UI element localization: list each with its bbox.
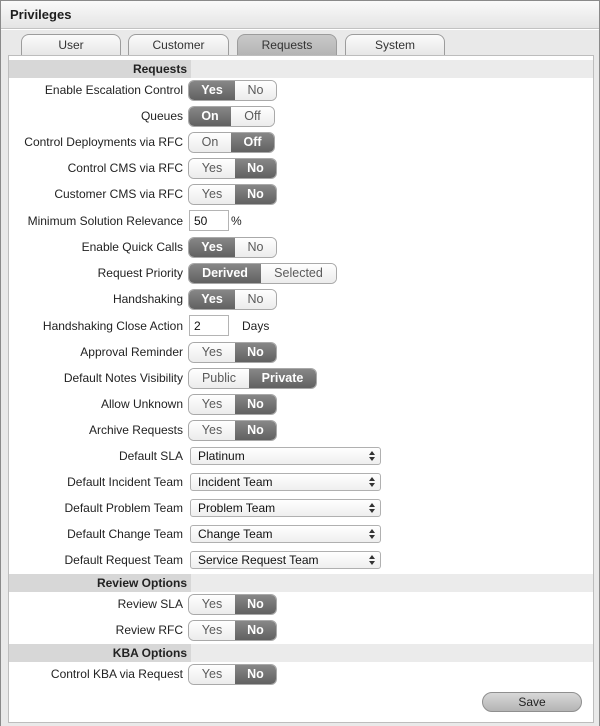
enable-escalation-control-no[interactable]: No: [235, 81, 276, 100]
control-deployments-toggle: [188, 132, 275, 153]
default-request-team-select[interactable]: [190, 551, 381, 569]
handshaking-toggle: [188, 289, 277, 310]
handshaking-close-action-input[interactable]: [189, 315, 229, 336]
control-kba-no[interactable]: No: [235, 665, 276, 684]
default-change-team-select[interactable]: [190, 525, 381, 543]
section-requests-title: Requests: [9, 60, 191, 78]
control-kba-toggle: [188, 664, 277, 685]
enable-escalation-control-label: Enable Escalation Control: [44, 83, 183, 97]
default-sla-value: Platinum: [198, 449, 245, 463]
section-kba-options: [9, 644, 593, 662]
allow-unknown-label: Allow Unknown: [100, 397, 183, 411]
handshaking-close-action-label: Handshaking Close Action: [42, 319, 183, 333]
default-notes-visibility-toggle: [188, 368, 317, 389]
default-change-team-label: Default Change Team: [67, 527, 183, 541]
control-cms-yes[interactable]: Yes: [189, 159, 235, 178]
allow-unknown-yes[interactable]: Yes: [189, 395, 235, 414]
enable-escalation-control-yes[interactable]: Yes: [189, 81, 235, 100]
requests-panel: [8, 55, 594, 723]
default-change-team-value: Change Team: [198, 527, 273, 541]
default-problem-team-select[interactable]: [190, 499, 381, 517]
allow-unknown-toggle: [188, 394, 277, 415]
enable-quick-calls-no[interactable]: No: [235, 238, 276, 257]
request-priority-selected[interactable]: Selected: [261, 264, 336, 283]
customer-cms-label: Customer CMS via RFC: [54, 187, 183, 201]
default-request-team-value: Service Request Team: [198, 553, 319, 567]
handshaking-yes[interactable]: Yes: [189, 290, 235, 309]
notes-visibility-private[interactable]: Private: [249, 369, 316, 388]
default-problem-team-value: Problem Team: [198, 501, 276, 515]
review-rfc-no[interactable]: No: [235, 621, 276, 640]
enable-escalation-control-toggle: [188, 80, 277, 101]
control-cms-no[interactable]: No: [235, 159, 276, 178]
select-arrows-icon: [368, 527, 376, 541]
minimum-solution-relevance-label: Minimum Solution Relevance: [27, 214, 183, 228]
archive-requests-toggle: [188, 420, 277, 441]
enable-quick-calls-label: Enable Quick Calls: [81, 240, 183, 254]
queues-off[interactable]: Off: [231, 107, 274, 126]
allow-unknown-no[interactable]: No: [235, 395, 276, 414]
approval-reminder-no[interactable]: No: [235, 343, 276, 362]
section-review-options: [9, 574, 593, 592]
days-suffix: Days: [242, 319, 270, 333]
select-arrows-icon: [368, 553, 376, 567]
review-rfc-label: Review RFC: [115, 623, 183, 637]
review-rfc-toggle: [188, 620, 277, 641]
default-notes-visibility-label: Default Notes Visibility: [63, 371, 183, 385]
control-kba-label: Control KBA via Request: [50, 667, 183, 681]
window-title: Privileges: [10, 7, 72, 22]
tab-customer[interactable]: Customer: [128, 34, 229, 56]
default-incident-team-select[interactable]: [190, 473, 381, 491]
review-sla-label: Review SLA: [117, 597, 183, 611]
section-requests: [9, 60, 593, 78]
approval-reminder-label: Approval Reminder: [80, 345, 183, 359]
review-sla-no[interactable]: No: [235, 595, 276, 614]
save-button[interactable]: Save: [482, 692, 582, 712]
archive-requests-yes[interactable]: Yes: [189, 421, 235, 440]
customer-cms-toggle: [188, 184, 277, 205]
enable-quick-calls-yes[interactable]: Yes: [189, 238, 235, 257]
archive-requests-label: Archive Requests: [88, 423, 183, 437]
default-problem-team-label: Default Problem Team: [64, 501, 183, 515]
queues-label: Queues: [140, 109, 183, 123]
queues-on[interactable]: On: [189, 107, 231, 126]
request-priority-label: Request Priority: [97, 266, 183, 280]
section-kba-title: KBA Options: [9, 644, 191, 662]
archive-requests-no[interactable]: No: [235, 421, 276, 440]
control-cms-label: Control CMS via RFC: [67, 161, 183, 175]
approval-reminder-toggle: [188, 342, 277, 363]
default-incident-team-value: Incident Team: [198, 475, 273, 489]
notes-visibility-public[interactable]: Public: [189, 369, 249, 388]
default-incident-team-label: Default Incident Team: [67, 475, 183, 489]
control-deployments-on[interactable]: On: [189, 133, 231, 152]
queues-toggle: [188, 106, 275, 127]
customer-cms-no[interactable]: No: [235, 185, 276, 204]
select-arrows-icon: [368, 475, 376, 489]
control-deployments-label: Control Deployments via RFC: [24, 135, 183, 149]
minimum-solution-relevance-input[interactable]: [189, 210, 229, 231]
request-priority-derived[interactable]: Derived: [189, 264, 261, 283]
default-request-team-label: Default Request Team: [64, 553, 183, 567]
request-priority-toggle: [188, 263, 337, 284]
tab-user[interactable]: User: [21, 34, 121, 56]
default-sla-label: Default SLA: [118, 449, 183, 463]
control-deployments-off[interactable]: Off: [231, 133, 274, 152]
approval-reminder-yes[interactable]: Yes: [189, 343, 235, 362]
section-review-title: Review Options: [9, 574, 191, 592]
control-kba-yes[interactable]: Yes: [189, 665, 235, 684]
tab-system[interactable]: System: [345, 34, 445, 56]
handshaking-no[interactable]: No: [235, 290, 276, 309]
percent-suffix: %: [231, 214, 242, 228]
tab-requests[interactable]: Requests: [237, 34, 337, 56]
review-sla-yes[interactable]: Yes: [189, 595, 235, 614]
select-arrows-icon: [368, 449, 376, 463]
review-sla-toggle: [188, 594, 277, 615]
control-cms-toggle: [188, 158, 277, 179]
handshaking-label: Handshaking: [112, 292, 183, 306]
customer-cms-yes[interactable]: Yes: [189, 185, 235, 204]
title-bar: [1, 1, 599, 29]
review-rfc-yes[interactable]: Yes: [189, 621, 235, 640]
default-sla-select[interactable]: [190, 447, 381, 465]
enable-quick-calls-toggle: [188, 237, 277, 258]
select-arrows-icon: [368, 501, 376, 515]
